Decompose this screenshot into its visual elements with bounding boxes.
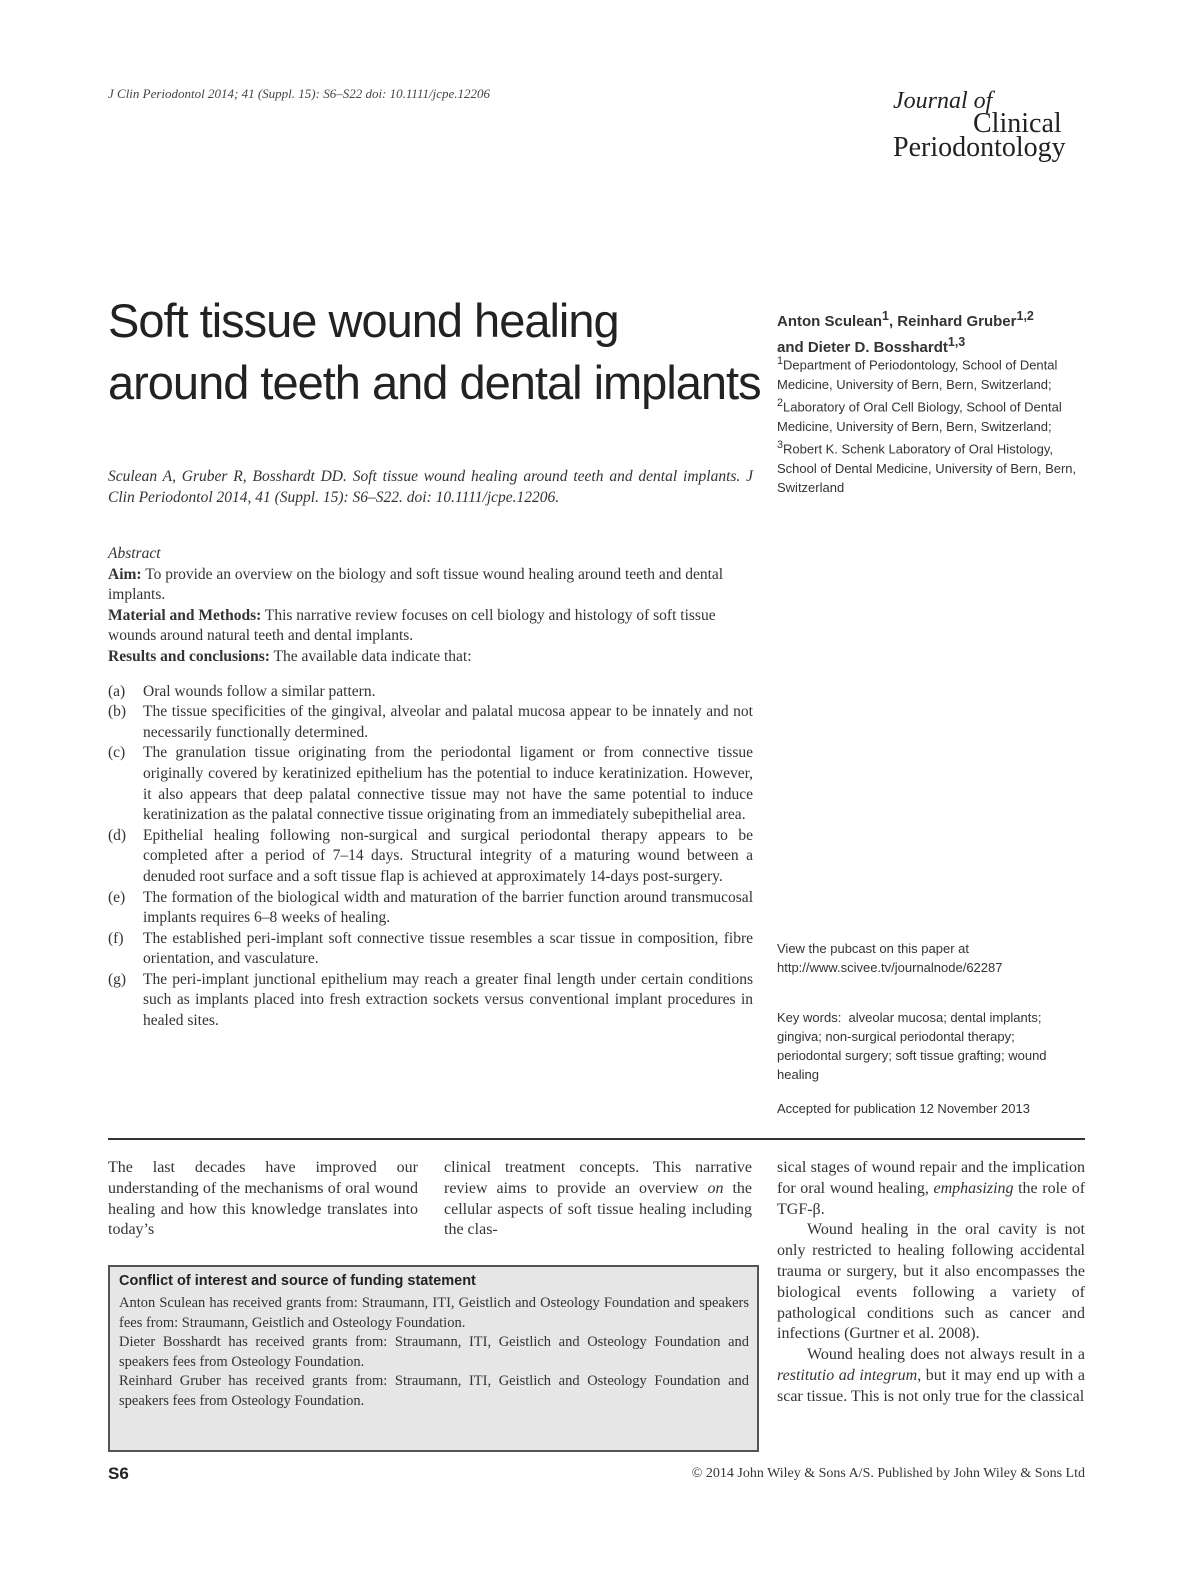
affiliation-1: Department of Periodontology, School of Dental Medicine, University of Bern, Bern, Switzerland; (777, 357, 1058, 392)
title-line-2: around teeth and dental implants (108, 356, 761, 409)
keywords-label: Key words: (777, 1010, 842, 1025)
col3-p2: Wound healing in the oral cavity is not only restricted to healing following accidental trauma or surgery, but it also encompasses the biological events following a variety of pathological conditions such as cancer and infections (Gurtner et al. 2008). (777, 1221, 1085, 1343)
col2-text-b: the cellular aspects of soft tissue healing including the clas- (444, 1179, 753, 1239)
affiliation-2: Laboratory of Oral Cell Biology, School of Dental Medicine, University of Bern, Bern, Switzerland; (777, 399, 1062, 434)
list-item (108, 929, 753, 970)
col3-p3-emphasis: restitutio ad integrum (777, 1366, 918, 1384)
list-text: Oral wounds follow a similar pattern. (143, 682, 376, 700)
col3-p3-a: Wound healing does not always result in a (807, 1346, 1085, 1364)
author-2-affil: 1,2 (1016, 309, 1034, 323)
list-text: The tissue specificities of the gingival, alveolar and palatal mucosa appear to be innately and not necessarily functionally determined. (143, 703, 753, 741)
page-number: S6 (108, 1464, 129, 1483)
citation: Sculean A, Gruber R, Bosshardt DD. Soft tissue wound healing around teeth and dental implants. J Clin Periodontol 2014, 41 (Suppl. 15): S6–S22. doi: 10.1111/jcpe.12206. (108, 468, 753, 506)
list-marker: (d) (108, 826, 127, 844)
aim-label: Aim: (108, 565, 142, 583)
list-item (108, 826, 753, 888)
list-item (108, 970, 753, 1032)
copyright: © 2014 John Wiley & Sons A/S. Published by John Wiley & Sons Ltd (691, 1466, 1085, 1481)
conflict-heading: Conflict of interest and source of funding statement (119, 1273, 476, 1289)
journal-reference: J Clin Periodontol 2014; 41 (Suppl. 15): S6–S22 doi: 10.1111/jcpe.12206 (108, 86, 491, 101)
list-item (108, 743, 753, 825)
aim-text: To provide an overview on the biology and soft tissue wound healing around teeth and dental implants. (108, 565, 724, 604)
affiliation-1-marker: 1 (777, 355, 784, 367)
results-text: The available data indicate that: (273, 647, 472, 665)
author-1-affil: 1 (882, 309, 889, 323)
list-marker: (f) (108, 929, 124, 947)
conflict-paragraph-1: Anton Sculean has received grants from: Straumann, ITI, Geistlich and Osteology Foundation and speakers fees from: Straumann, Geistlich and Osteology Foundation. (119, 1295, 749, 1331)
logo-line-2: Clinical (973, 108, 1062, 139)
list-item (108, 888, 753, 929)
col2-emphasis: on (707, 1179, 724, 1197)
affiliation-3-marker: 3 (777, 439, 784, 452)
list-item (108, 702, 753, 743)
podcast-link[interactable]: View the pubcast on this paper at http://www.scivee.tv/journalnode/62287 (777, 941, 1003, 975)
affiliations (777, 352, 1077, 498)
body-column-1: The last decades have improved our understanding of the mechanisms of oral wound healing and how this knowledge translates into today’s (108, 1159, 418, 1239)
list-marker: (b) (108, 703, 127, 721)
list-marker: (a) (108, 682, 126, 700)
col2-text-a: clinical treatment concepts. This narrative review aims to provide an overview (444, 1159, 752, 1197)
article-title (108, 290, 768, 414)
keywords-list: alveolar mucosa; dental implants; gingiva; non-surgical periodontal therapy; periodontal surgery; soft tissue grafting; wound healing (777, 1010, 1047, 1082)
conflict-paragraph-3: Reinhard Gruber has received grants from: Straumann, ITI, Geistlich and Osteology Foundation and speakers fees from Osteology Foundation. (119, 1373, 749, 1409)
author-list (777, 306, 1077, 358)
author-2: , Reinhard Gruber (888, 313, 1017, 330)
author-1: Anton Sculean (777, 313, 883, 330)
author-3-affil: 1,3 (947, 335, 966, 349)
section-divider (108, 1138, 1085, 1140)
list-marker: (g) (108, 970, 127, 988)
abstract (108, 544, 753, 1032)
col3-p3-b: , but it may end up with a scar tissue. This is not only true for the classical (777, 1366, 1085, 1405)
journal-logo (893, 88, 1083, 168)
affiliation-2-marker: 2 (777, 397, 784, 410)
list-text: The granulation tissue originating from the periodontal ligament or from connective tissue originally covered by keratinized epithelium has the potential to induce keratinization. However, it also appears that deep palatal connective tissue may not have the same potential to induce keratinization as the palatal connective tissue originating from an immediately subepithelial area. (143, 744, 753, 824)
list-text: Epithelial healing following non-surgical and surgical periodontal therapy appears to be completed after a period of 7–14 days. Structural integrity of a maturing wound between a denuded root surface and a soft tissue flap is achieved at approximately 14-days post-surgery. (143, 826, 753, 885)
list-text: The established peri-implant soft connective tissue resembles a scar tissue in composition, fibre orientation, and vasculature. (143, 929, 753, 968)
title-line-1: Soft tissue wound healing (108, 294, 619, 347)
results-label: Results and conclusions: (108, 647, 270, 665)
logo-line-3: Periodontology (893, 132, 1066, 163)
accepted-date: Accepted for publication 12 November 2013 (777, 1101, 1030, 1116)
list-item (108, 682, 753, 703)
list-text: The peri-implant junctional epithelium may reach a greater final length under certain conditions such as implants placed into fresh extraction sockets versus conventional implant procedures in healed sites. (143, 970, 753, 1030)
col3-p1: sical stages of wound repair and the implication for oral wound healing, (777, 1159, 1085, 1197)
methods-text: This narrative review focuses on cell biology and histology of soft tissue wounds around natural teeth and dental implants. (108, 606, 716, 645)
author-3: and Dieter D. Bosshardt (777, 339, 948, 356)
affiliation-3: Robert K. Schenk Laboratory of Oral Histology, School of Dental Medicine, University of Bern, Bern, Switzerland (777, 441, 1077, 496)
list-marker: (e) (108, 888, 126, 906)
keywords (777, 1008, 1077, 1084)
list-text: The formation of the biological width and maturation of the barrier function around transmucosal implants requires 6–8 weeks of healing. (143, 888, 753, 927)
body-column-3 (777, 1158, 1085, 1408)
logo-line-1: Journal of (893, 88, 993, 114)
col3-p1-emphasis: emphasizing (933, 1179, 1014, 1197)
col3-p1-end: the role of TGF-β. (777, 1179, 1086, 1218)
body-column-2 (444, 1158, 752, 1241)
methods-label: Material and Methods: (108, 606, 262, 624)
results-list (108, 682, 753, 1032)
conflict-of-interest-box (108, 1265, 759, 1452)
abstract-heading: Abstract (108, 545, 161, 562)
list-marker: (c) (108, 744, 126, 762)
conflict-paragraph-2: Dieter Bosshardt has received grants from: Straumann, ITI, Geistlich and Osteology Foundation and speakers fees from Osteology Foundation. (119, 1334, 749, 1370)
